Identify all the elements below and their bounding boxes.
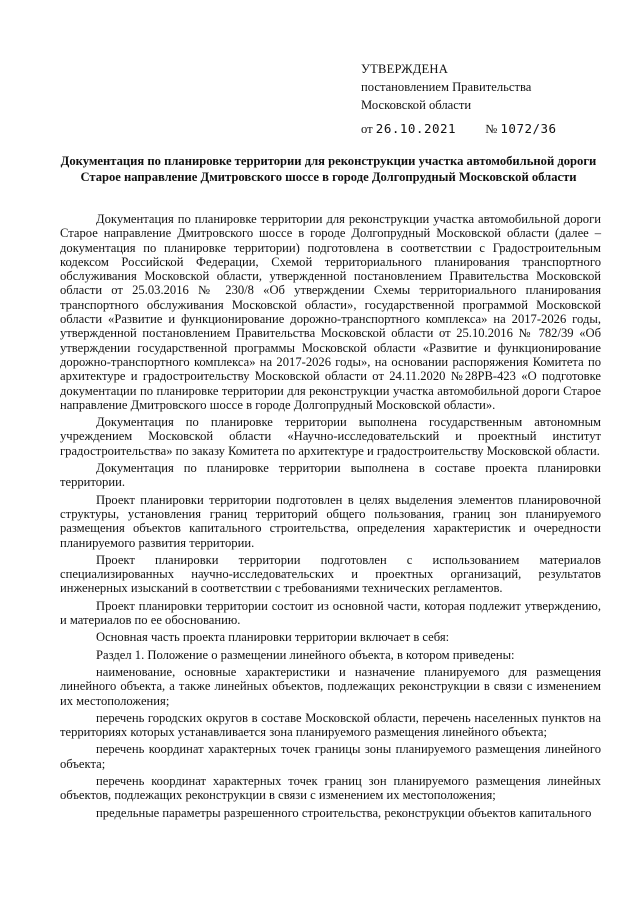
paragraph: Проект планировки территории подготовлен в целях выделения элементов планировочной структуры, установления границ территорий общего пользования, границ зон планируемого размещения объектов капитального строительства, определения характеристик и очередности планируемого развития территории.	[60, 492, 601, 550]
paragraph: Основная часть проекта планировки территории включает в себя:	[96, 630, 450, 645]
paragraph: перечень координат характерных точек границы зоны планируемого размещения линейного объекта;	[60, 742, 601, 771]
approval-date: 26.10.2021	[375, 121, 457, 136]
number-sign: №	[485, 122, 498, 136]
paragraph: Документация по планировке территории выполнена государственным автономным учреждением Московской области «Научно-исследовательский и проектный институт градостроительства» по заказу Комитета по архитектуре и градостроительству Московской области.	[60, 415, 601, 458]
paragraph: Проект планировки территории состоит из основной части, которая подлежит утверждению, и материалов по ее обоснованию.	[60, 598, 601, 628]
approval-region-line: Московской области	[361, 98, 472, 112]
paragraph: предельные параметры разрешенного строительства, реконструкции объектов капитального	[96, 805, 592, 820]
approval-heading: УТВЕРЖДЕНА	[361, 62, 449, 76]
paragraph: перечень городских округов в составе Московской области, перечень населенных пунктов на территориях которых устанавливается зона планируемого размещения линейного объекта;	[60, 710, 601, 740]
approval-stamp	[361, 60, 621, 138]
approval-authority-line: постановлением Правительства	[361, 80, 532, 94]
paragraph: Документация по планировке территории выполнена в составе проекта планировки территории.	[60, 461, 601, 490]
approval-date-line	[361, 120, 621, 138]
paragraph: Документация по планировке территории для реконструкции участка автомобильной дороги Старое направление Дмитровского шоссе в городе Долгопрудный Московской области (далее – документация по планировке территории) подготовлена в соответствии с Градостроительным кодексом Российской Федерации, Схемой территориального планирования транспортного обслуживания Московской области, утвержденной постановлением Правительства Московской области от 25.03.2016 № 230/8 «Об утверждении Схемы территориального планирования транспортного обслуживания Московской области», государственной программой Московской области «Развитие и функционирование дорожно-транспортного комплекса» на 2017-2026 годы, утвержденной постановлением Правительства Московской области от 25.10.2016 № 782/39 «Об утверждении государственной программы Московской области «Развитие и функционирование дорожно-транспортного комплекса» на 2017-2026 годы», на основании распоряжения Комитета по архитектуре и градостроительству Московской области от 24.11.2020 №28РВ-423 «О подготовке документации по планировке территории для реконструкции участка автомобильной дороги Старое направление Дмитровского шоссе в городе Долгопрудный Московской области».	[60, 212, 601, 412]
document-title: Документация по планировке территории для реконструкции участка автомобильной дороги Старое направление Дмитровского шоссе в городе Долгопрудный Московской области	[60, 154, 597, 184]
paragraph: Проект планировки территории подготовлен с использованием материалов специализированных научно-исследовательских и проектных организаций, результатов инженерных изысканий в соответствии с требованиями технических регламентов.	[60, 552, 601, 596]
paragraph: наименование, основные характеристики и назначение планируемого для размещения линейного объекта, а также линейных объектов, подлежащих реконструкции в связи с изменением их местоположения;	[60, 664, 601, 708]
approval-number: 1072/36	[500, 121, 557, 136]
paragraph: перечень координат характерных точек границ зон планируемого размещения линейных объектов, подлежащих реконструкции в связи с изменением их местоположения;	[60, 773, 601, 803]
date-prefix: от	[361, 122, 373, 136]
document-body	[60, 212, 601, 820]
paragraph: Раздел 1. Положение о размещении линейного объекта, в котором приведены:	[96, 647, 515, 662]
